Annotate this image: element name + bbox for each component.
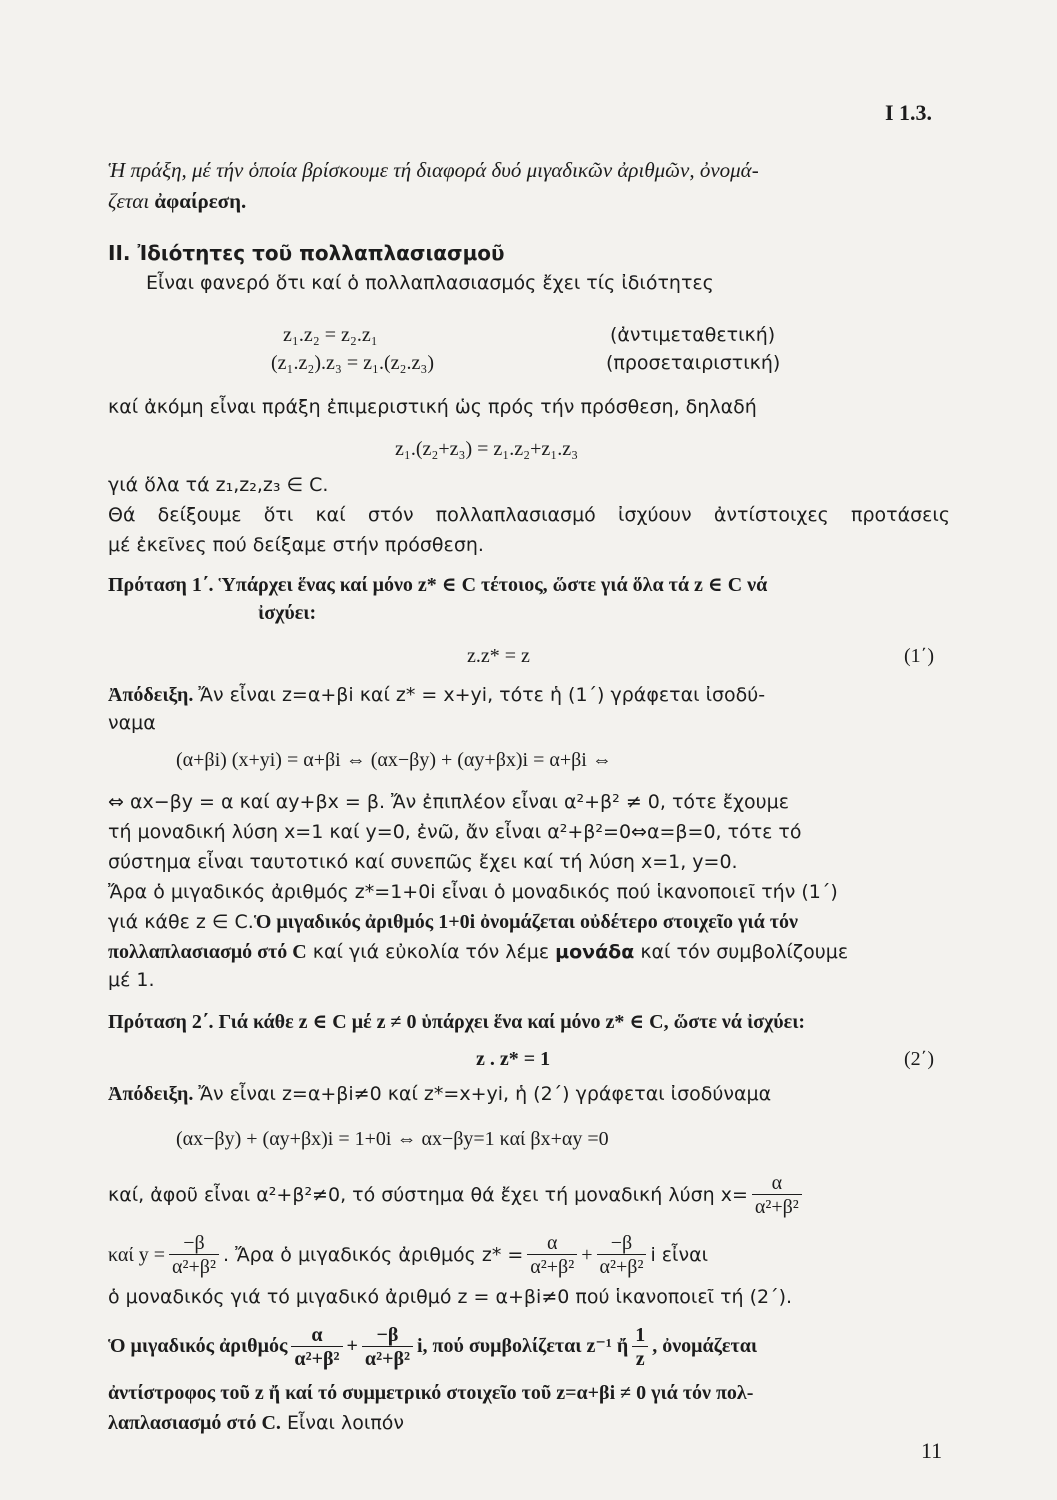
fraction-z-imag-denominator: α²+β² <box>599 1256 644 1278</box>
inverse-middle: i, πού συμβολίζεται z⁻¹ ἤ <box>417 1335 629 1358</box>
section-number: I 1.3. <box>885 100 933 125</box>
fraction-one-over-z <box>632 1324 648 1371</box>
final-line-2 <box>108 1410 404 1436</box>
proof-2-line-1 <box>108 1081 771 1107</box>
plus-sign: + <box>581 1244 593 1266</box>
section-heading: II. Ἰδιότητες τοῦ πολλαπλασιασμοῦ <box>108 241 505 265</box>
fraction-z-imag-numerator: −β <box>597 1232 647 1255</box>
uniqueness-line: ὁ μοναδικός γιά τό μιγαδικό ἀριθμό z = α+βi≠0 πού ἱκανοποιεῖ τή (2΄). <box>108 1286 793 1308</box>
fraction-one-over-z-numerator: 1 <box>632 1324 648 1347</box>
proposition-1 <box>108 572 767 598</box>
proposition-2-equation: z . z* = 1 <box>476 1048 551 1070</box>
solution-y-middle: . Ἄρα ὁ μιγαδικός ἀριθμός z* = <box>222 1244 524 1266</box>
proposition-1-text-2: ἰσχύει: <box>258 602 317 624</box>
proof-1-line-8 <box>108 939 848 965</box>
proof-2-text: Ἄν εἶναι z=α+βi≠0 καί z*=x+yi, ἡ (2΄) γράφεται ἰσοδύναμα <box>198 1083 772 1105</box>
fraction-y <box>169 1232 219 1279</box>
intro-line-1: Ἡ πράξη, μέ τήν ὁποία βρίσκουμε τή διαφορά δυό μιγαδικῶν ἀριθμῶν, ὀνομά- <box>108 158 759 182</box>
final-line-2-a: λαπλασιασμό στό C. <box>108 1412 281 1434</box>
fraction-inverse-real <box>291 1324 342 1371</box>
page-number: 11 <box>921 1438 943 1463</box>
neutral-element-definition: Ὁ μιγαδικός ἀριθμός 1+0i ὀνομάζεται οὐδέτερο στοιχεῖο γιά τόν <box>253 911 798 933</box>
proof-1-line-8-a: πολλαπλασιασμό στό C <box>108 941 307 963</box>
fraction-z-real-denominator: α²+β² <box>530 1256 575 1278</box>
inverse-lead: Ὁ μιγαδικός ἀριθμός <box>108 1335 288 1358</box>
equation-tag-1: (1΄) <box>904 645 934 667</box>
proof-1-line-7 <box>108 909 798 935</box>
fraction-x <box>752 1172 802 1219</box>
forall-text: γιά ὅλα τά z₁,z₂,z₃ ∈ C. <box>108 474 329 496</box>
solution-x-text: καί, ἀφοῦ εἶναι α²+β²≠0, τό σύστημα θά ἔχει τή μοναδική λύση x= <box>108 1184 748 1206</box>
proof-1-line-4: τή μοναδική λύση x=1 καί y=0, ἐνῶ, ἄν εἶναι α²+β²=0⇔α=β=0, τότε τό <box>108 821 802 843</box>
commutative-equation: z₁.z₂ = z₂.z₁ <box>283 324 378 346</box>
solution-y-line <box>108 1232 708 1279</box>
proof-1-line-3: ⇔ αx−βy = α καί αy+βx = β. Ἄν ἐπιπλέον εἶναι α²+β² ≠ 0, τότε ἔχουμε <box>108 791 789 813</box>
fraction-inverse-real-numerator: α <box>291 1324 342 1347</box>
solution-y-tail: i εἶναι <box>650 1244 709 1266</box>
proposition-2-label: Πρόταση 2΄. <box>108 1011 214 1033</box>
fraction-inverse-real-denominator: α²+β² <box>294 1348 340 1370</box>
equation-tag-2: (2΄) <box>904 1048 934 1070</box>
fraction-z-real-numerator: α <box>527 1232 577 1255</box>
proof-1-label: Ἀπόδειξη. <box>108 684 194 706</box>
associative-label: (προσεταιριστική) <box>606 352 781 374</box>
fraction-z-real <box>527 1232 577 1279</box>
proposition-2 <box>108 1009 805 1035</box>
properties-lead: Εἶναι φανερό ὅτι καί ὁ πολλαπλασιασμός ἔχει τίς ἰδιότητες <box>146 272 714 294</box>
proof-1-line-8-d: καί τόν συμβολίζουμε <box>634 941 849 963</box>
intro-line-2 <box>108 188 246 214</box>
proof-1-line-5: σύστημα εἶναι ταυτοτικό καί συνεπῶς ἔχει καί τή λύση x=1, y=0. <box>108 851 738 873</box>
proof-1-equation: (α+βi) (x+yi) = α+βi ⇔ (αx−βy) + (αy+βx)i = α+βi ⇔ <box>176 749 612 771</box>
proposition-2-text: Γιά κάθε z ∈ C μέ z ≠ 0 ὑπάρχει ἕνα καί μόνο z* ∈ C, ὥστε νά ἰσχύει: <box>218 1011 806 1033</box>
solution-x-line <box>108 1172 806 1219</box>
solution-y-lead: καί y = <box>108 1244 166 1266</box>
final-line-1: ἀντίστροφος τοῦ z ἤ καί τό συμμετρικό στοιχεῖο τοῦ z=α+βi ≠ 0 γιά τόν πολ- <box>108 1382 754 1404</box>
proof-1-line-7-a: γιά κάθε z ∈ C. <box>108 911 254 933</box>
associative-equation: (z₁.z₂).z₃ = z₁.(z₂.z₃) <box>271 352 435 374</box>
inverse-plus: + <box>346 1335 358 1358</box>
fraction-x-denominator: α²+β² <box>754 1196 799 1218</box>
proof-1-line-9: μέ 1. <box>108 969 155 991</box>
show-text-2: μέ ἐκεῖνες πού δείξαμε στήν πρόσθεση. <box>108 534 484 556</box>
proposition-1-text: Ὑπάρχει ἕνας καί μόνο z* ∈ C τέτοιος, ὥστε γιά ὅλα τά z ∈ C νά <box>218 574 768 596</box>
fraction-one-over-z-denominator: z <box>635 1348 645 1370</box>
show-text-1: Θά δείξουμε ὅτι καί στόν πολλαπλασιασμό ἰσχύουν ἀντίστοιχες προτάσεις <box>108 504 950 526</box>
fraction-y-numerator: −β <box>169 1232 219 1255</box>
proof-1-text: Ἄν εἶναι z=α+βi καί z* = x+yi, τότε ἡ (1΄) γράφεται ἰσοδύ- <box>198 684 766 706</box>
inverse-definition-line <box>108 1324 757 1371</box>
proof-1-line-1 <box>108 682 765 708</box>
proposition-1-label: Πρόταση 1΄. <box>108 574 214 596</box>
term-subtraction: ἀφαίρεση. <box>154 189 247 213</box>
inverse-tail: , ὀνομάζεται <box>652 1335 758 1358</box>
commutative-label: (ἀντιμεταθετική) <box>610 324 776 346</box>
proof-1-line-8-b: καί γιά εὐκολία τόν λέμε <box>306 941 556 963</box>
fraction-inverse-imag-denominator: α²+β² <box>364 1348 410 1370</box>
fraction-y-denominator: α²+β² <box>172 1256 216 1278</box>
proof-1-line-6: Ἄρα ὁ μιγαδικός ἀριθμός z*=1+0i εἶναι ὁ μοναδικός πού ἱκανοποιεῖ τήν (1΄) <box>108 881 838 903</box>
term-unit: μονάδα <box>555 941 635 963</box>
proof-1-line-2: ναμα <box>108 712 156 734</box>
final-line-2-b: Εἶναι λοιπόν <box>280 1412 404 1434</box>
proof-2-equation: (αx−βy) + (αy+βx)i = 1+0i ⇔ αx−βy=1 καί βx+αy =0 <box>176 1128 609 1150</box>
proposition-1-equation: z.z* = z <box>467 645 530 667</box>
intro-line-2-start: ζεται <box>108 189 150 213</box>
distributive-equation: z₁.(z₂+z₃) = z₁.z₂+z₁.z₃ <box>395 438 579 460</box>
proof-2-label: Ἀπόδειξη. <box>108 1083 194 1105</box>
fraction-z-imag <box>597 1232 647 1279</box>
distributive-text: καί ἀκόμη εἶναι πράξη ἐπιμεριστική ὡς πρός τήν πρόσθεση, δηλαδή <box>108 396 757 418</box>
fraction-inverse-imag <box>362 1324 413 1371</box>
fraction-x-numerator: α <box>752 1172 802 1195</box>
fraction-inverse-imag-numerator: −β <box>362 1324 413 1347</box>
